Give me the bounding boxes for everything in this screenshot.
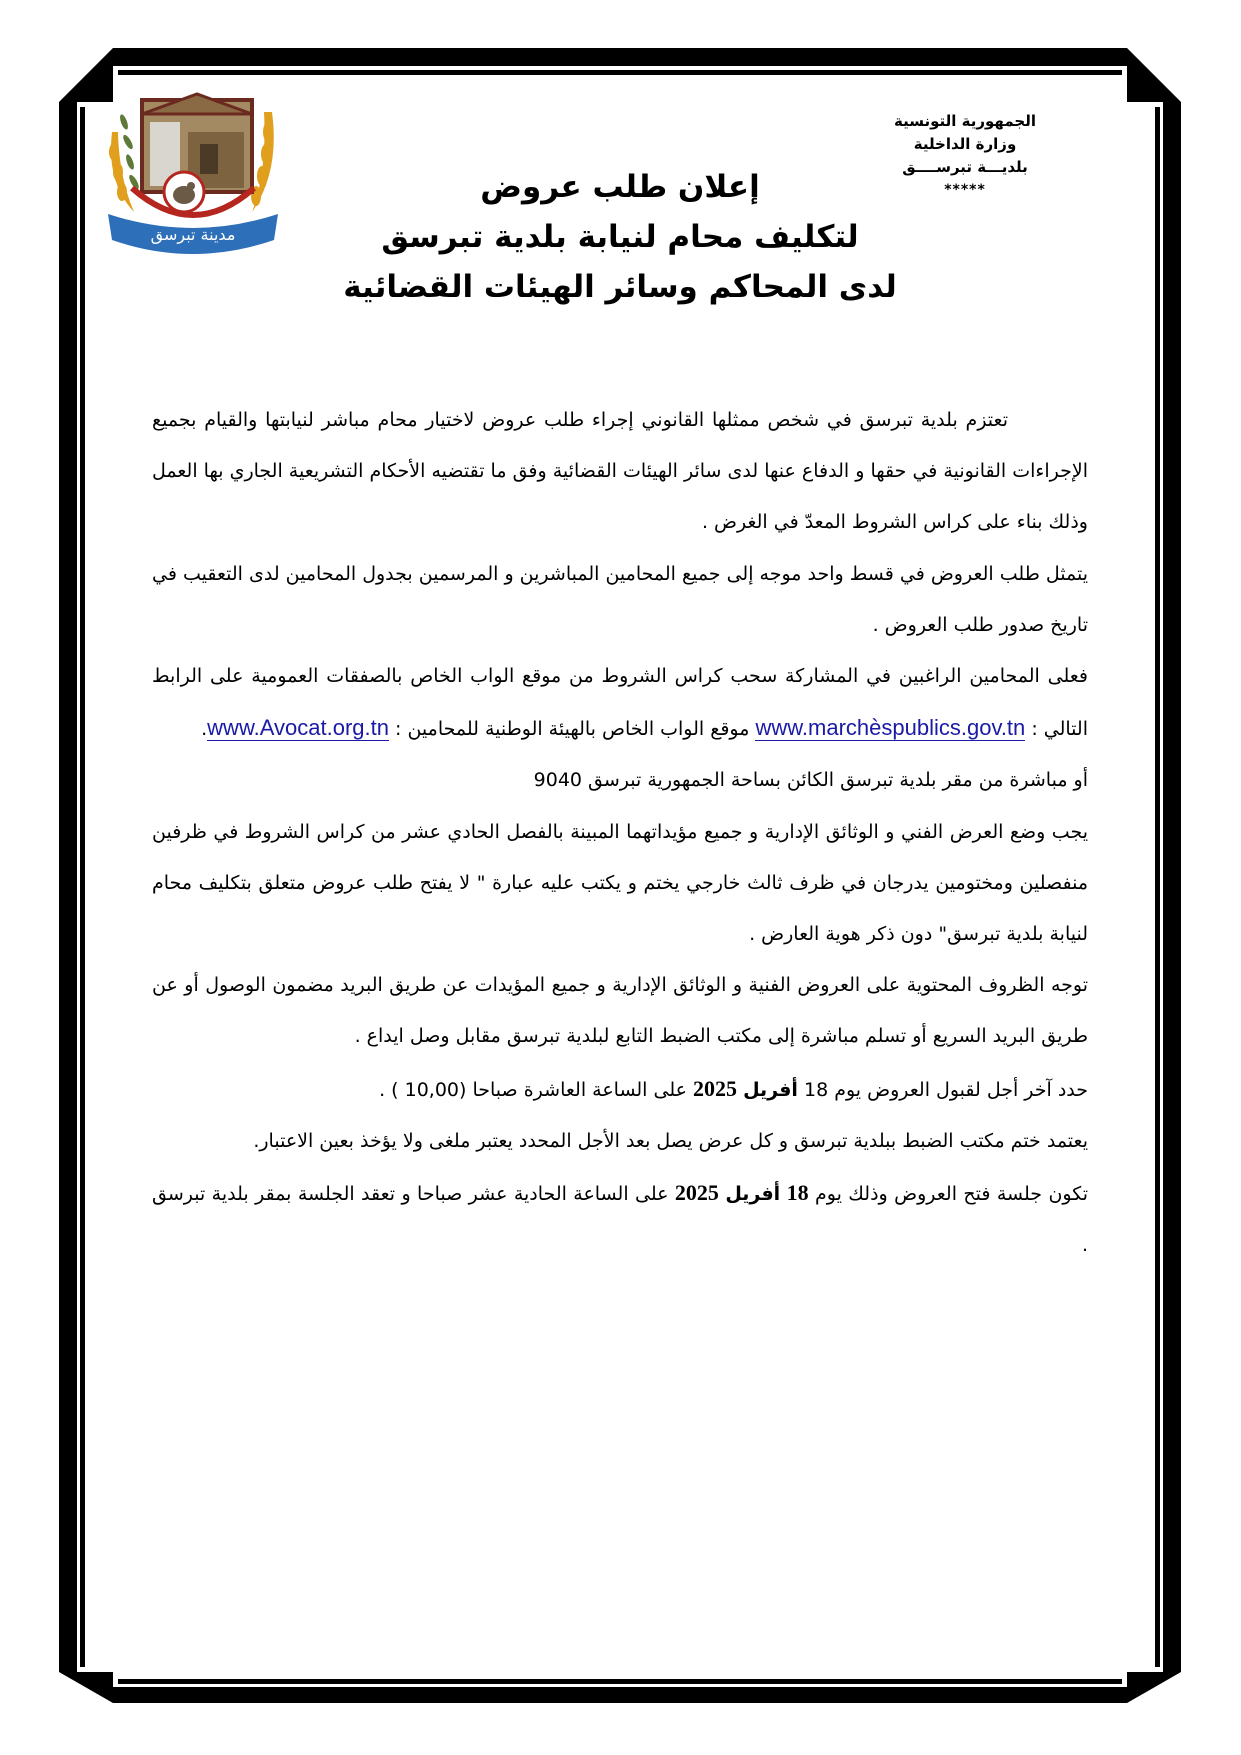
municipality-logo	[104, 92, 282, 270]
withdrawal-text-a: فعلى المحامين الراغبين في المشاركة سحب كراس الشروط من موقع الواب الخاص بالصفقات العمومية على الرابط التالي :	[152, 665, 1088, 741]
paragraph-deadline	[152, 1063, 1088, 1116]
avocat-link[interactable]: www.Avocat.org.tn	[207, 715, 389, 741]
paragraph-opening	[152, 1167, 1088, 1271]
opening-year: 2025	[674, 1180, 719, 1206]
title-line-1: إعلان طلب عروض	[480, 169, 760, 205]
deadline-month: أفريل	[743, 1078, 798, 1101]
paragraph-lot: يتمثل طلب العروض في قسط واحد موجه إلى جميع المحامين المباشرين و المرسمين بجدول المحامين لدى التعقيب في تاريخ صدور طلب العروض .	[152, 562, 1088, 636]
marches-publics-link[interactable]: www.marchèspublics.gov.tn	[755, 715, 1026, 741]
paragraph-envelopes: يجب وضع العرض الفني و الوثائق الإدارية و جميع مؤيداتهما المبينة بالفصل الحادي عشر من كراس الشروط في ظرفين منفصلين ومختومين يدرجان في ظرف ثالث خارجي يختم و يكتب عليه عبارة " لا يفتح طلب عروض متعلق بتكليف محام لنيابة بلدية تبرسق" دون ذكر هوية العارض .	[152, 820, 1088, 946]
title-line-2: لتكليف محام لنيابة بلدية تبرسق	[381, 219, 859, 255]
svg-text:مدينة تبرسق: مدينة تبرسق	[150, 225, 236, 244]
opening-text-a: تكون جلسة فتح العروض وذلك يوم	[815, 1183, 1088, 1206]
paragraph-sending: توجه الظروف المحتوية على العروض الفنية و الوثائق الإدارية و جميع المؤيدات عن طريق البريد مضمون الوصول أو عن طريق البريد السريع أو تسلم مباشرة إلى مكتب الضبط التابع لبلدية تبرسق مقابل وصل ايداع .	[152, 974, 1088, 1048]
announcement-body	[152, 395, 1088, 1271]
opening-day: 18	[786, 1180, 809, 1206]
withdrawal-end: .	[201, 718, 208, 741]
stars-separator: *****	[944, 182, 986, 198]
deadline-text-b: على الساعة العاشرة صباحا (10,00 ) .	[379, 1078, 687, 1101]
withdrawal-text-b: موقع الواب الخاص بالهيئة الوطنية للمحامين :	[395, 718, 750, 741]
municipality-label: بلديـــة تبرســــق	[902, 158, 1028, 176]
paragraph-withdrawal	[152, 651, 1088, 755]
opening-text-b: على الساعة الحادية عشر صباحا و تعقد الجلسة بمقر بلدية تبرسق .	[152, 1183, 1088, 1257]
republic-label: الجمهورية التونسية	[894, 112, 1036, 130]
title-line-3: لدى المحاكم وسائر الهيئات القضائية	[343, 269, 897, 305]
ministry-label: وزارة الداخلية	[913, 135, 1017, 153]
deadline-year: 2025	[693, 1075, 738, 1101]
deadline-text-a: حدد آخر أجل لقبول العروض يوم 18	[803, 1078, 1088, 1101]
announcement-title	[330, 162, 910, 312]
opening-month: أفريل	[725, 1183, 781, 1206]
paragraph-stamp: يعتمد ختم مكتب الضبط ببلدية تبرسق و كل عرض يصل بعد الأجل المحدد يعتبر ملغى ولا يؤخذ بعين الاعتبار.	[253, 1129, 1088, 1152]
paragraph-direct: أو مباشرة من مقر بلدية تبرسق الكائن بساحة الجمهورية تبرسق 9040	[533, 769, 1088, 792]
paragraph-intention: تعتزم بلدية تبرسق في شخص ممثلها القانوني إجراء طلب عروض لاختيار محام مباشر لنيابتها والقيام بجميع الإجراءات القانونية في حقها و الدفاع عنها لدى سائر الهيئات القضائية وفق ما تقتضيه الأحكام التشريعية الجاري بها العمل وذلك بناء على كراس الشروط المعدّ في الغرض .	[152, 409, 1088, 534]
